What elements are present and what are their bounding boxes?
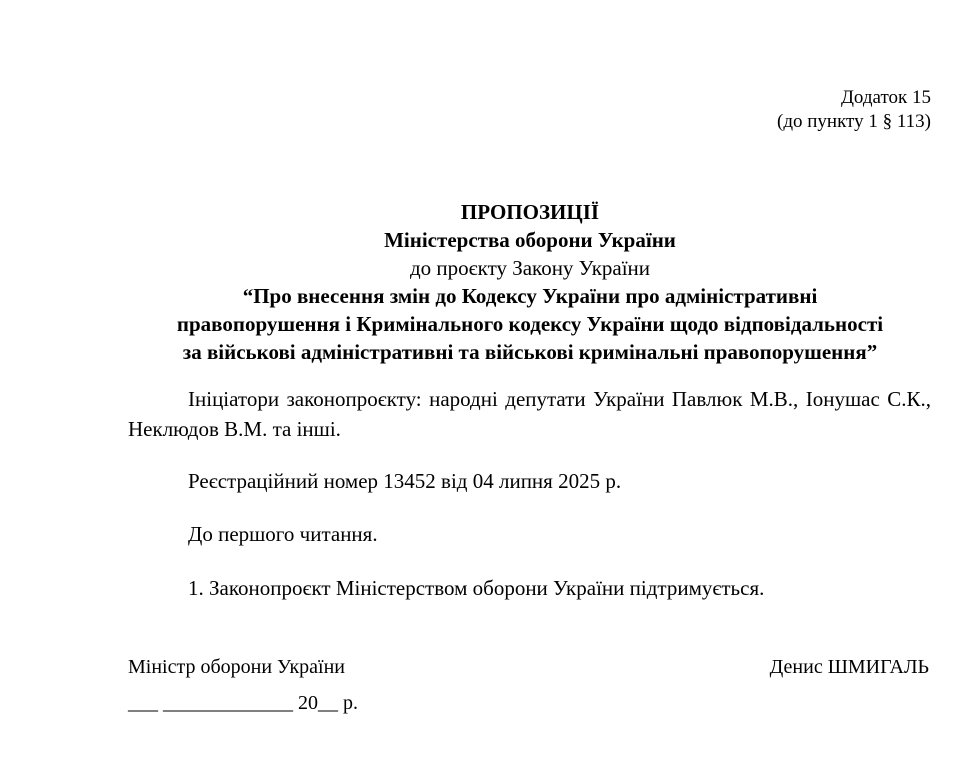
signatory-name: Денис ШМИГАЛЬ	[769, 656, 929, 678]
reading-paragraph: До першого читання.	[188, 522, 378, 546]
law-title-line-2: правопорушення і Кримінального кодексу України щодо відповідальності	[176, 312, 884, 336]
support-point: 1. Законопроєкт Міністерством оборони України підтримується.	[188, 576, 765, 600]
appendix-reference	[777, 86, 931, 134]
registration-paragraph: Реєстраційний номер 13452 від 04 липня 2025 р.	[188, 469, 622, 493]
initiators-paragraph: Ініціатори законопроєкту: народні депутати України Павлюк М.В., Іонушас С.К., Неклюдов В.М. та інші.	[128, 387, 931, 441]
law-title-line-3: за військові адміністративні та військові кримінальні правопорушення”	[182, 340, 878, 364]
ministry-name: Міністерства оборони України	[384, 228, 676, 252]
signatory-position: Міністр оборони України	[128, 656, 346, 678]
date-blank: ___ _____________ 20__ р.	[128, 692, 358, 714]
appendix-number: Додаток 15	[840, 87, 931, 108]
document-heading	[100, 198, 960, 366]
appendix-clause: (до пункту 1 § 113)	[777, 111, 931, 132]
draft-law-caption: до проєкту Закону України	[409, 256, 651, 280]
law-title-line-1: “Про внесення змін до Кодексу України про адміністративні	[242, 284, 818, 308]
document-title: ПРОПОЗИЦІЇ	[460, 200, 600, 224]
